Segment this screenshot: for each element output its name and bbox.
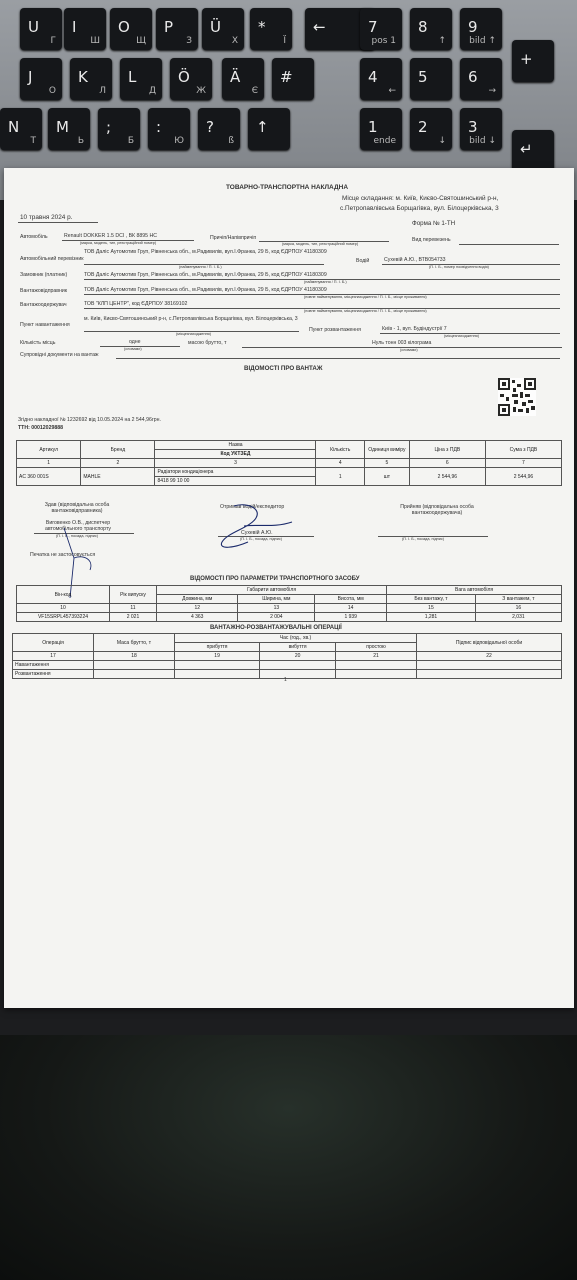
keyboard-key <box>64 8 106 50</box>
cargo-header-article: Артикул <box>17 441 81 459</box>
places-value: одне <box>129 339 141 345</box>
shipper-label: Вантажовідправник <box>20 288 68 294</box>
vehicle-header-width: Ширина, мм <box>238 595 315 604</box>
key-label: I <box>72 18 77 36</box>
keyboard-key <box>198 108 240 150</box>
keyboard-key <box>460 108 502 150</box>
key-sublabel: Ї <box>283 36 286 46</box>
ops-num: 18 <box>94 652 175 661</box>
load-point-hint: (місцезнаходження) <box>176 332 211 336</box>
places-label: Кількість місць <box>20 340 56 346</box>
consignee-label: Вантажоодержувач <box>20 302 67 308</box>
ops-header-arrive: прибуття <box>175 643 260 652</box>
keyboard-key <box>222 58 264 100</box>
cargo-table <box>16 440 562 486</box>
key-label: 3 <box>468 118 478 136</box>
vehicle-empty-weight: 1,281 <box>387 613 476 622</box>
cargo-header-sum: Сума з ПДВ <box>485 441 561 459</box>
cargo-article: AC 360 001S <box>17 468 81 486</box>
key-sublabel: → <box>488 86 496 96</box>
key-sublabel: Щ <box>136 36 146 46</box>
keyboard-key <box>110 8 152 50</box>
form-number: Форма № 1-ТН <box>412 220 456 227</box>
key-sublabel: ß <box>228 136 234 146</box>
key-label: 8 <box>418 18 428 36</box>
ops-num: 21 <box>336 652 417 661</box>
key-label: * <box>258 18 266 36</box>
vehicle-header-length: Довжина, мм <box>157 595 238 604</box>
driver-label: Водій <box>356 258 370 264</box>
key-label: ← <box>313 18 326 36</box>
accepted-hint: (П. І. Б., посада, підпис) <box>402 537 444 541</box>
trailer-label: Причіп/Напівпричіп <box>210 235 257 241</box>
carrier-hint: (найменування / П. І. Б.) <box>179 265 222 269</box>
keyboard-key <box>0 108 42 150</box>
keyboard-key <box>202 8 244 50</box>
key-sublabel: Ю <box>174 136 184 146</box>
keyboard-key <box>148 108 190 150</box>
trailer-hint: (марка, модель, тип, реєстраційний номер) <box>282 242 359 246</box>
keyboard-key <box>360 58 402 100</box>
vehicle-header-loaded: З вантажем, т <box>475 595 561 604</box>
key-label: M <box>56 118 69 136</box>
vehicle-header-height: Висота, мм <box>315 595 387 604</box>
vehicle-length: 4 363 <box>157 613 238 622</box>
key-sublabel: Х <box>231 36 238 46</box>
handed-label: Здав (відповідальна особа вантажовідправника) <box>44 502 110 514</box>
vehicle-header-empty: Без вантажу, т <box>387 595 476 604</box>
cargo-num: 7 <box>485 459 561 468</box>
vehicle-num: 10 <box>17 604 110 613</box>
cargo-qty: 1 <box>316 468 365 486</box>
vehicle-num: 16 <box>475 604 561 613</box>
cargo-code: 8418 99 10 00 <box>155 477 316 486</box>
customer-value: ТОВ Даліс Аутомотив Груп, Рівненська обл., м.Радивилів, вул.І.Франка, 29 Б, код ЄДРПОУ 41180309 <box>84 272 327 278</box>
handed-hint: (П. І. Б., посада, підпис) <box>56 534 98 538</box>
vehicle-num: 13 <box>238 604 315 613</box>
load-point-value: м. Київ, Києво-Святошинський р-н, с.Петропавлівська Борщагівка, вул. Білоцерківська, 3 <box>84 316 298 322</box>
key-sublabel: Д <box>148 86 156 96</box>
vehicle-table <box>16 585 562 622</box>
key-label: 5 <box>418 68 428 86</box>
waybill-document <box>4 168 574 1008</box>
handed-value: Виговенко О.В., диспетчер автомобільного транспорту <box>45 520 111 532</box>
keyboard-key <box>48 108 90 150</box>
key-sublabel: Ж <box>196 86 206 96</box>
cargo-header-name: Назва <box>155 441 316 450</box>
key-label: : <box>156 118 162 136</box>
key-sublabel: ↓ <box>438 136 446 146</box>
ops-header-mass: Маса брутто, т <box>94 634 175 652</box>
vehicle-loaded-weight: 2,031 <box>475 613 561 622</box>
key-label: ↵ <box>520 140 533 158</box>
ops-num: 22 <box>417 652 562 661</box>
keyboard-key <box>272 58 314 100</box>
keyboard-key <box>512 40 554 82</box>
received-driver-label: Отримав водій/експедитор <box>220 504 285 510</box>
keyboard-key <box>410 58 452 100</box>
key-sublabel: ende <box>373 136 396 146</box>
key-sublabel: Ь <box>77 136 84 146</box>
cargo-brand: MAHLE <box>81 468 155 486</box>
vehicle-num: 14 <box>315 604 387 613</box>
keyboard-key <box>250 8 292 50</box>
cargo-header-code: Код УКТЗЕД <box>155 450 316 459</box>
key-label: K <box>78 68 88 86</box>
key-label: 9 <box>468 18 478 36</box>
vehicle-year: 2 021 <box>110 613 157 622</box>
page-number: 1 <box>284 677 287 683</box>
unload-point-value: Київ - 1, вул. Будіндустрії 7 <box>382 326 447 332</box>
vehicle-width: 2 004 <box>238 613 315 622</box>
key-label: Ü <box>210 18 221 36</box>
driver-hint: (П. І. Б., номер посвідчення водія) <box>429 265 489 269</box>
cargo-num: 4 <box>316 459 365 468</box>
cargo-header-price: Ціна з ПДВ <box>409 441 485 459</box>
keyboard-key <box>410 8 452 50</box>
cargo-header-brand: Бренд <box>81 441 155 459</box>
keyboard-key <box>360 8 402 50</box>
cargo-title: ВІДОМОСТІ ПРО ВАНТАЖ <box>244 365 323 372</box>
ops-header-sign: Підпис відповідальної особи <box>417 634 562 652</box>
vehicle-num: 11 <box>110 604 157 613</box>
driver-signature <box>204 498 304 558</box>
keyboard-key <box>20 58 62 100</box>
transport-type-label: Вид перевезень <box>412 237 451 243</box>
ops-title: ВАНТАЖНО-РОЗВАНТАЖУВАЛЬНІ ОПЕРАЦІЇ <box>210 625 342 631</box>
shipper-value: ТОВ Даліс Аутомотив Груп, Рівненська обл., м.Радивилів, вул.І.Франка, 29 Б, код ЄДРПОУ 41180309 <box>84 287 327 293</box>
driver-value: Сухевій А.Ю., ВТВ054733 <box>384 257 446 263</box>
cargo-header-qty: Кількість <box>316 441 365 459</box>
key-label: + <box>520 50 533 68</box>
vehicle-header-vin: Він-код <box>17 586 110 604</box>
vehicle-title: ВІДОМОСТІ ПРО ПАРАМЕТРИ ТРАНСПОРТНОГО ЗАСОБУ <box>190 576 360 582</box>
vehicle-num: 15 <box>387 604 476 613</box>
cargo-sum: 2 544,96 <box>485 468 561 486</box>
key-label: ↑ <box>256 118 269 136</box>
key-label: N <box>8 118 20 136</box>
place-of-issue-2: с.Петропавлівська Борщагівка, вул. Білоцерківська, 3 <box>340 205 499 212</box>
key-sublabel: Л <box>99 86 106 96</box>
keyboard-key <box>98 108 140 150</box>
gross-hint: (словами) <box>400 348 418 352</box>
key-sublabel: Т <box>30 136 36 146</box>
key-sublabel: ← <box>388 86 396 96</box>
key-label: Ä <box>230 68 241 86</box>
unload-point-label: Пункт розвантаження <box>309 327 361 333</box>
stamp-note: Печатка не застосовується <box>30 552 96 558</box>
shipper-hint: (повне найменування, місцезнаходження / П. І. Б., місце проживання) <box>304 295 427 299</box>
auto-hint: (марка, модель, тип, реєстраційний номер) <box>80 241 157 245</box>
received-driver-hint: (П. І. Б., посада, підпис) <box>240 537 282 541</box>
accepted-label: Прийняв (відповідальна особа вантажоодержувача) <box>400 504 474 516</box>
key-label: Ö <box>178 68 190 86</box>
keyboard-key <box>460 8 502 50</box>
key-label: O <box>118 18 130 36</box>
cargo-header-unit: Одиниця виміру <box>365 441 410 459</box>
key-label: 4 <box>368 68 378 86</box>
keyboard-key <box>120 58 162 100</box>
key-sublabel: Ш <box>90 36 100 46</box>
cargo-price: 2 544,96 <box>409 468 485 486</box>
ops-header-time: Час (год., хв.) <box>175 634 417 643</box>
key-sublabel: bild ↓ <box>469 136 496 146</box>
keyboard-key <box>410 108 452 150</box>
table-row <box>13 661 562 670</box>
received-driver-value: Сухевій А.Ю. <box>241 530 273 536</box>
dark-background <box>0 1035 577 1280</box>
keyboard-key <box>248 108 290 150</box>
key-label: # <box>280 68 293 86</box>
table-row <box>17 613 562 622</box>
key-label: 1 <box>368 118 378 136</box>
load-point-label: Пункт навантаження <box>20 322 70 328</box>
doc-title: ТОВАРНО-ТРАНСПОРТНА НАКЛАДНА <box>226 184 349 191</box>
carrier-label: Автомобільний перевізник <box>20 256 84 262</box>
key-label: P <box>164 18 174 36</box>
carrier-value: ТОВ Даліс Аутомотив Груп, Рівненська обл., м.Радивилів, вул.І.Франка, 29 Б, код ЄДРПОУ 41180309 <box>84 249 327 255</box>
ops-header-operation: Операція <box>13 634 94 652</box>
vehicle-num: 12 <box>157 604 238 613</box>
key-label: 7 <box>368 18 378 36</box>
key-label: U <box>28 18 39 36</box>
vehicle-vin: VF15SRPL457393224 <box>17 613 110 622</box>
ops-num: 20 <box>260 652 336 661</box>
key-label: ; <box>106 118 112 136</box>
vehicle-header-year: Рік випуску <box>110 586 157 604</box>
vehicle-header-dims: Габарити автомобіля <box>157 586 387 595</box>
cargo-num: 6 <box>409 459 485 468</box>
table-row <box>13 670 562 679</box>
places-hint: (словами) <box>124 347 142 351</box>
docs-label: Супровідні документи на вантаж <box>20 352 99 358</box>
unload-point-hint: (місцезнаходження) <box>444 334 479 338</box>
key-label: 2 <box>418 118 428 136</box>
cargo-num: 3 <box>155 459 316 468</box>
consignee-value: ТОВ "КЛП ЦЕНТР", код ЄДРПОУ 38169102 <box>84 301 188 307</box>
doc-date: 10 травня 2024 р. <box>20 214 73 221</box>
operations-table <box>12 633 562 679</box>
keyboard-key <box>360 108 402 150</box>
vehicle-header-weight: Вага автомобіля <box>387 586 562 595</box>
place-of-issue: Місце складання: м. Київ, Києво-Святошинський р-н, <box>342 195 499 202</box>
keyboard-key <box>460 58 502 100</box>
auto-label: Автомобіль <box>20 234 48 240</box>
keyboard-key <box>70 58 112 100</box>
ops-header-idle: простою <box>336 643 417 652</box>
customer-hint: (найменування / П. І. Б.) <box>304 280 347 284</box>
ops-header-depart: вибуття <box>260 643 336 652</box>
keyboard-key <box>512 130 554 172</box>
key-label: L <box>128 68 137 86</box>
key-sublabel: Б <box>127 136 134 146</box>
ops-loading: Навантаження <box>13 661 94 670</box>
keyboard-key <box>170 58 212 100</box>
key-label: 6 <box>468 68 478 86</box>
vehicle-height: 1 939 <box>315 613 387 622</box>
key-label: J <box>28 68 33 86</box>
gross-label: масою брутто, т <box>188 340 227 346</box>
ops-unloading: Розвантаження <box>13 670 94 679</box>
key-sublabel: ↑ <box>438 36 446 46</box>
cargo-num: 5 <box>365 459 410 468</box>
auto-value: Renault DOKKER 1.5 DCI , ВК 8895 НС <box>64 233 157 239</box>
cargo-num: 2 <box>81 459 155 468</box>
keyboard-key <box>20 8 62 50</box>
ttn-number: ТТН: 00012029888 <box>18 425 63 431</box>
customer-label: Замовник (платник) <box>20 272 68 278</box>
key-sublabel: Є <box>251 86 258 96</box>
invoice-line: Згідно накладної № 1232692 від 10.05.2024 на 2 544,96грн. <box>18 417 161 423</box>
key-label: ? <box>206 118 214 136</box>
consignee-hint: (повне найменування, місцезнаходження / П. І. Б., місце проживання) <box>304 309 427 313</box>
key-sublabel: О <box>48 86 56 96</box>
qr-code <box>498 378 536 416</box>
gross-value: Нуль тонн 003 кілограма <box>372 340 432 346</box>
ops-num: 19 <box>175 652 260 661</box>
table-row <box>17 468 562 477</box>
key-sublabel: pos 1 <box>371 36 396 46</box>
cargo-unit: шт <box>365 468 410 486</box>
key-sublabel: bild ↑ <box>469 36 496 46</box>
key-sublabel: Г <box>50 36 56 46</box>
keyboard-key <box>156 8 198 50</box>
ops-num: 17 <box>13 652 94 661</box>
cargo-num: 1 <box>17 459 81 468</box>
cargo-name: Радіатори кондиціонера <box>155 468 316 477</box>
key-sublabel: З <box>186 36 192 46</box>
